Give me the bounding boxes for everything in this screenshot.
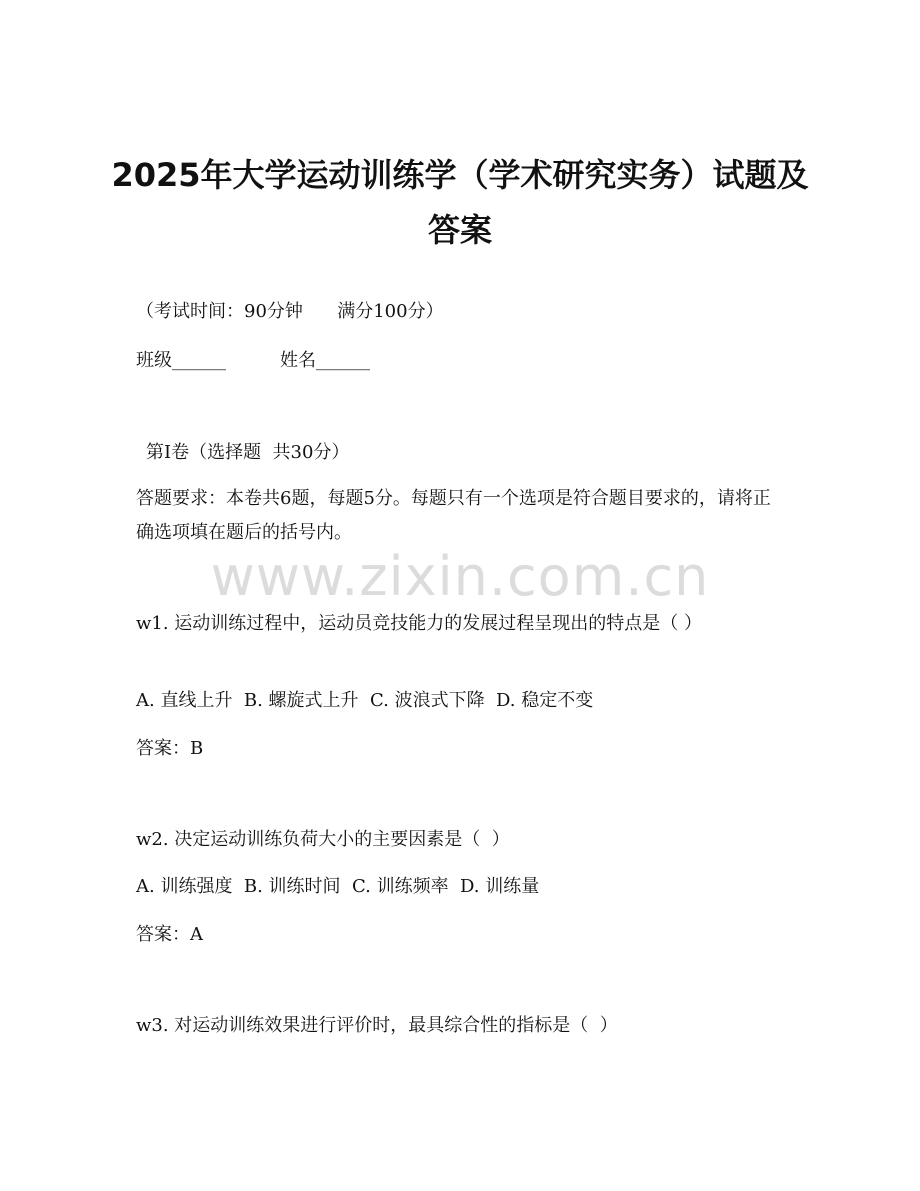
question-3-stem: w3. 对运动训练效果进行评价时，最具综合性的指标是（ ）: [136, 1015, 618, 1036]
class-field-label: 班级______: [136, 350, 226, 371]
question-1-stem: w1. 运动训练过程中，运动员竞技能力的发展过程呈现出的特点是（ ）: [136, 613, 703, 634]
section-title: 第I卷（选择题 共30分）: [146, 442, 350, 463]
exam-title: 2025年大学运动训练学（学术研究实务）试题及答案: [111, 156, 809, 249]
name-field-label: 姓名______: [280, 350, 370, 371]
exam-info: （考试时间：90分钟 满分100分）: [136, 301, 444, 322]
instructions: 答题要求：本卷共6题，每题5分。每题只有一个选项是符合题目要求的，请将正确选项填在题后的括号内。: [136, 488, 771, 543]
question-1-options: A. 直线上升 B. 螺旋式上升 C. 波浪式下降 D. 稳定不变: [136, 690, 594, 711]
student-info-row: [136, 344, 786, 378]
question-2-answer: 答案：A: [136, 924, 203, 945]
question-1-answer: 答案：B: [136, 738, 204, 759]
question-2-options: A. 训练强度 B. 训练时间 C. 训练频率 D. 训练量: [136, 876, 540, 897]
question-2-stem: w2. 决定运动训练负荷大小的主要因素是（ ）: [136, 829, 510, 850]
watermark: www.zixin.com.cn: [210, 545, 710, 608]
